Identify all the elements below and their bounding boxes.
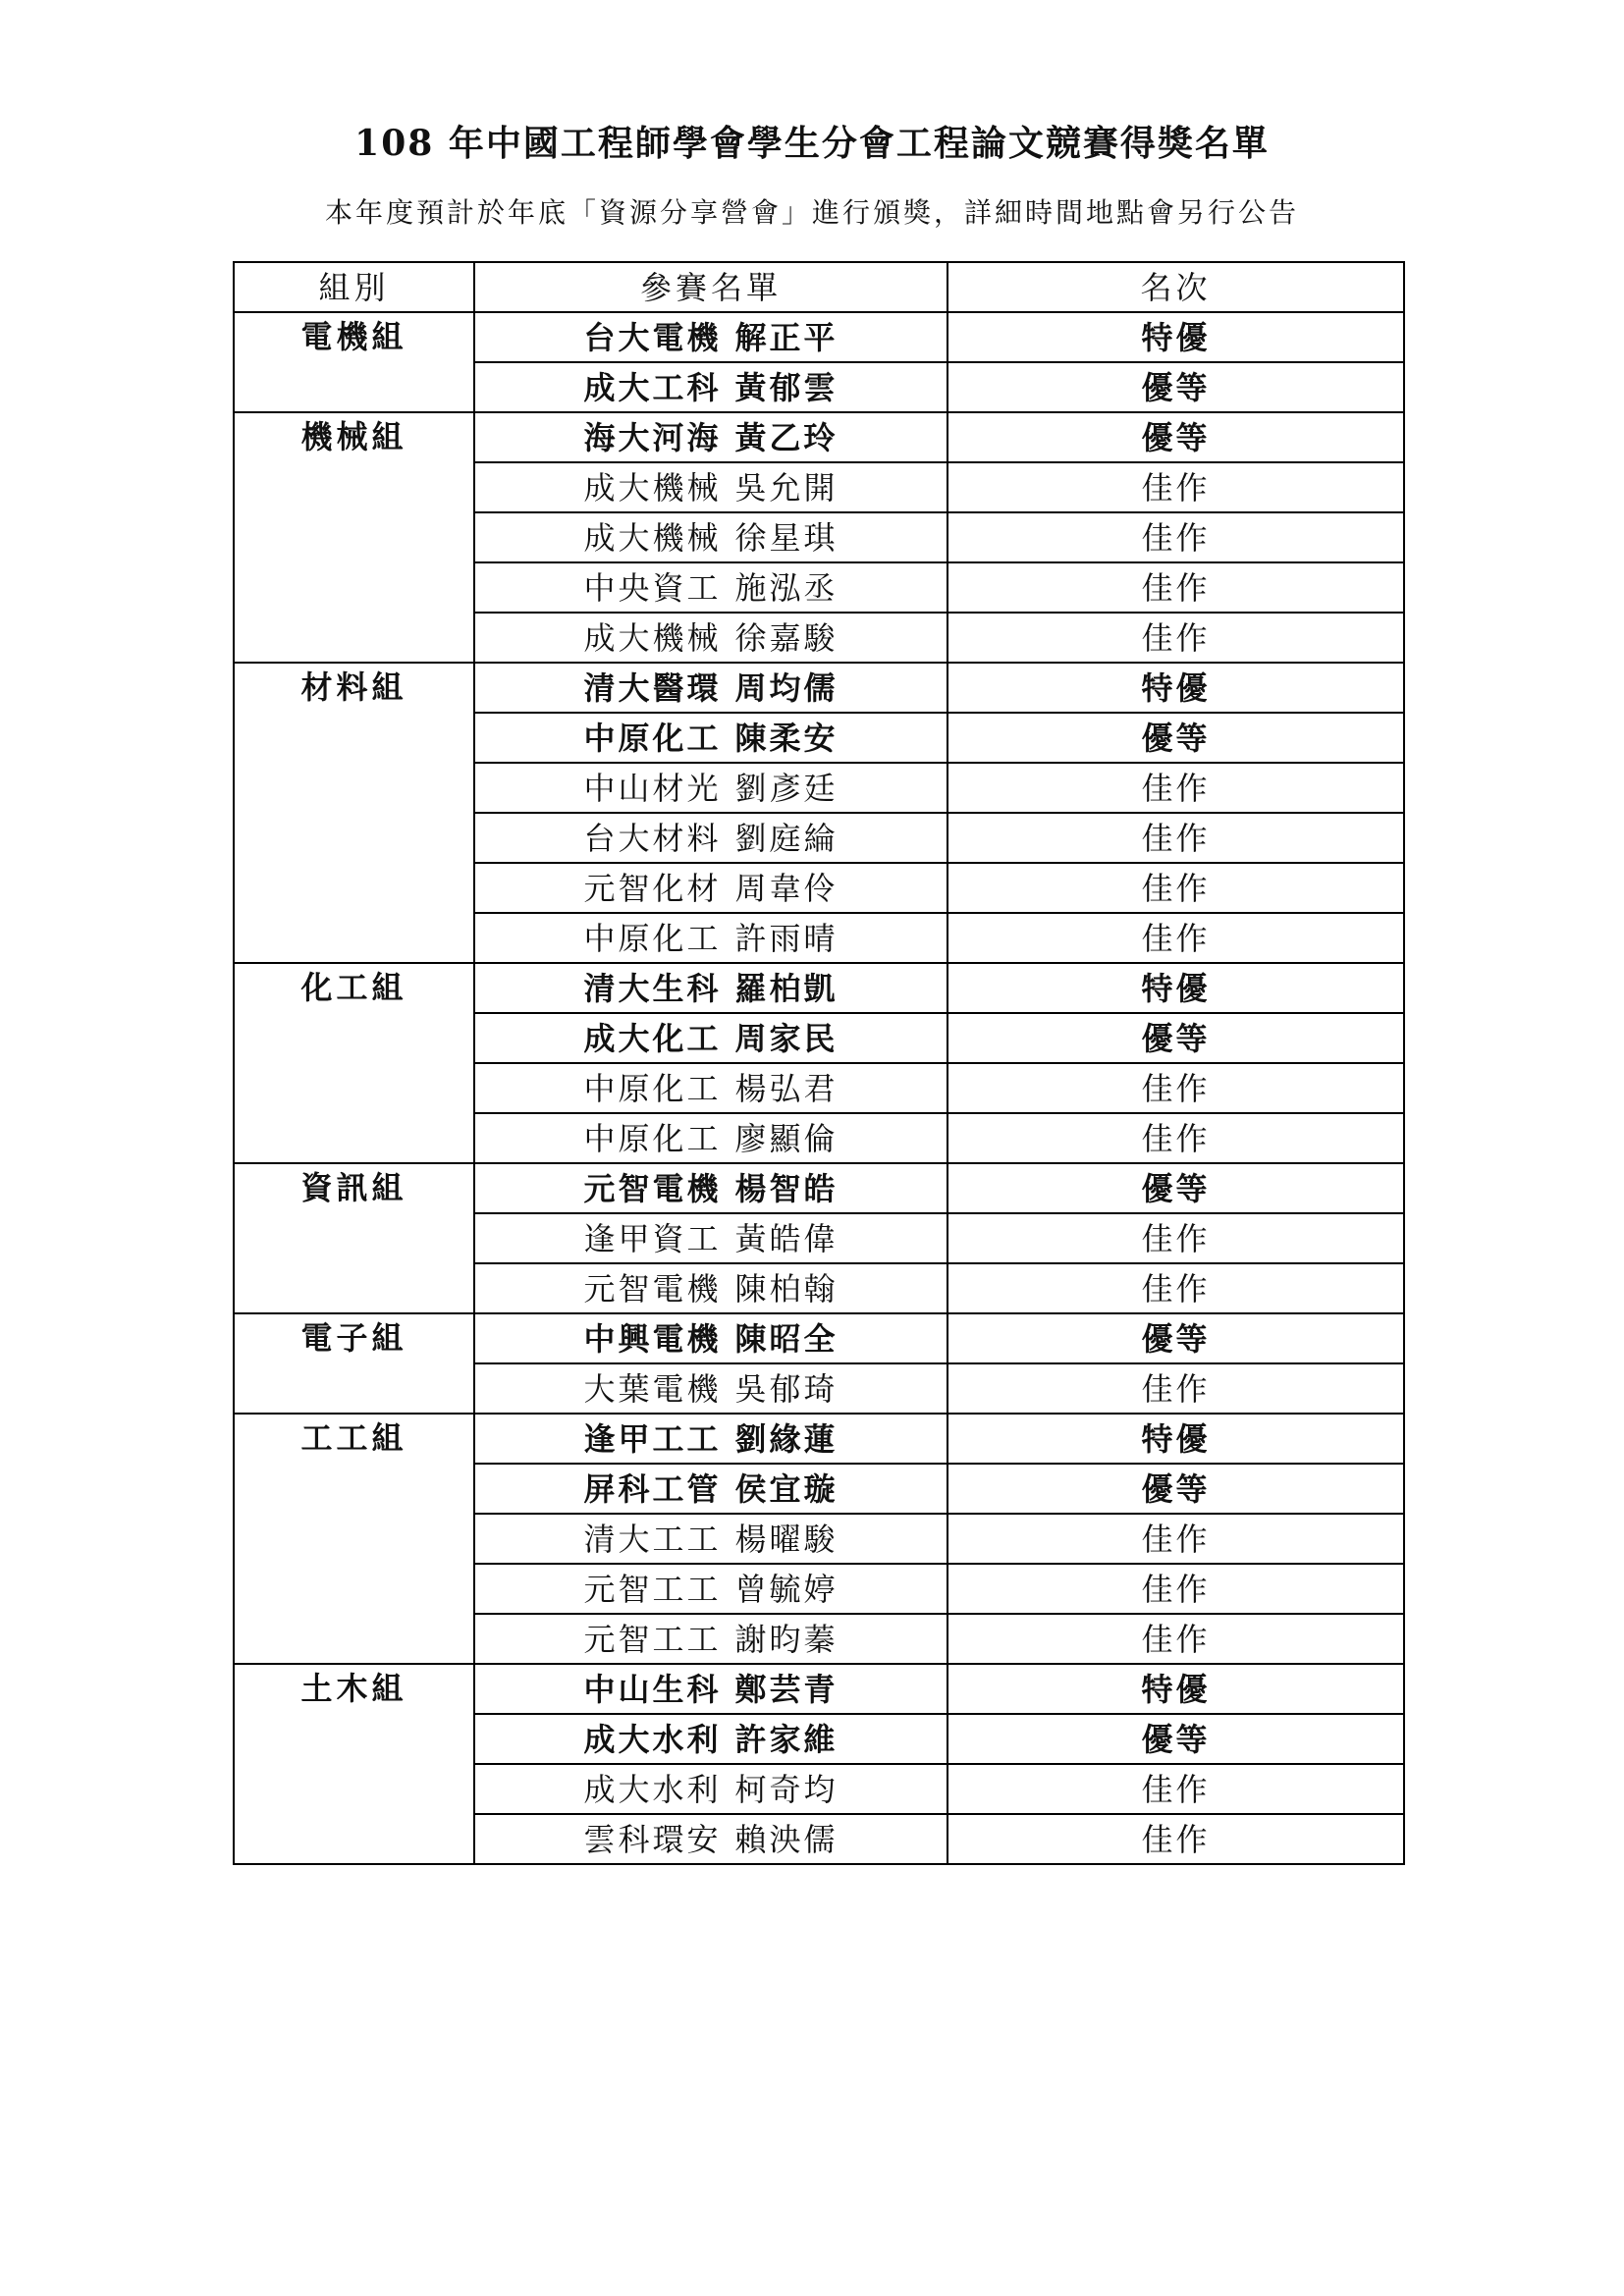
- participant-cell: [474, 863, 947, 913]
- rank-cell: 優等: [947, 1313, 1404, 1363]
- student-name: 廖顯倫: [734, 1119, 839, 1157]
- school-name: 海大河海: [583, 418, 722, 456]
- student-name: 許雨晴: [734, 919, 839, 957]
- awards-table-header: [234, 262, 1404, 312]
- rank-cell: 特優: [947, 963, 1404, 1013]
- participant-cell: [474, 1113, 947, 1163]
- group-cell: 資訊組: [234, 1163, 474, 1313]
- rank-cell: 佳作: [947, 1814, 1404, 1864]
- participant-cell: [474, 1764, 947, 1814]
- rank-cell: 優等: [947, 1714, 1404, 1764]
- school-name: 逢甲工工: [583, 1419, 722, 1458]
- student-name: 周韋伶: [734, 869, 839, 907]
- student-name: 陳昭全: [734, 1319, 839, 1358]
- participant-cell: [474, 1614, 947, 1664]
- school-name: 中央資工: [583, 568, 722, 607]
- header-participants: 參賽名單: [474, 262, 947, 312]
- rank-cell: 優等: [947, 713, 1404, 763]
- rank-cell: 優等: [947, 1464, 1404, 1514]
- school-name: 中興電機: [583, 1319, 722, 1358]
- school-name: 成大機械: [583, 618, 722, 657]
- school-name: 中原化工: [583, 919, 722, 957]
- student-name: 徐星琪: [734, 518, 839, 557]
- rank-cell: 特優: [947, 312, 1404, 362]
- participant-cell: [474, 663, 947, 713]
- rank-cell: 特優: [947, 1664, 1404, 1714]
- rank-cell: 佳作: [947, 1063, 1404, 1113]
- school-name: 成大水利: [583, 1770, 722, 1808]
- student-name: 劉庭綸: [734, 819, 839, 857]
- student-name: 許家維: [734, 1720, 839, 1758]
- student-name: 楊曜駿: [734, 1520, 839, 1558]
- rank-cell: 佳作: [947, 1113, 1404, 1163]
- school-name: 成大機械: [583, 468, 722, 507]
- student-name: 黃乙玲: [734, 418, 839, 456]
- student-name: 周均儒: [734, 668, 839, 707]
- table-row: [234, 1664, 1404, 1714]
- document-subtitle: 本年度預計於年底「資源分享營會」進行頒獎，詳細時間地點會另行公告: [324, 196, 1299, 229]
- student-name: 黃皓偉: [734, 1219, 839, 1257]
- rank-cell: 佳作: [947, 562, 1404, 613]
- student-name: 謝昀蓁: [734, 1620, 839, 1658]
- student-name: 徐嘉駿: [734, 618, 839, 657]
- school-name: 清大工工: [583, 1520, 722, 1558]
- group-cell: 材料組: [234, 663, 474, 963]
- school-name: 元智電機: [583, 1269, 722, 1308]
- rank-cell: 優等: [947, 1013, 1404, 1063]
- participant-cell: [474, 1163, 947, 1213]
- school-name: 清大生科: [583, 969, 722, 1007]
- group-cell: 電機組: [234, 312, 474, 412]
- school-name: 成大工科: [583, 368, 722, 406]
- awards-table: [233, 261, 1405, 1865]
- rank-cell: 佳作: [947, 863, 1404, 913]
- student-name: 楊弘君: [734, 1069, 839, 1107]
- participant-cell: [474, 1263, 947, 1313]
- rank-cell: 佳作: [947, 613, 1404, 663]
- participant-cell: [474, 412, 947, 462]
- table-row: [234, 663, 1404, 713]
- rank-cell: 優等: [947, 412, 1404, 462]
- school-name: 元智工工: [583, 1620, 722, 1658]
- school-name: 清大醫環: [583, 668, 722, 707]
- rank-cell: 佳作: [947, 1564, 1404, 1614]
- school-name: 成大水利: [583, 1720, 722, 1758]
- school-name: 中原化工: [583, 1119, 722, 1157]
- table-row: [234, 1313, 1404, 1363]
- student-name: 劉緣蓮: [734, 1419, 839, 1458]
- school-name: 大葉電機: [583, 1369, 722, 1408]
- student-name: 劉彥廷: [734, 769, 839, 807]
- rank-cell: 佳作: [947, 913, 1404, 963]
- rank-cell: 優等: [947, 1163, 1404, 1213]
- header-group: 組別: [234, 262, 474, 312]
- rank-cell: 佳作: [947, 1614, 1404, 1664]
- participant-cell: [474, 813, 947, 863]
- participant-cell: [474, 1464, 947, 1514]
- rank-cell: 特優: [947, 1414, 1404, 1464]
- school-name: 中山生科: [583, 1670, 722, 1708]
- school-name: 雲科環安: [583, 1820, 722, 1858]
- school-name: 台大電機: [583, 318, 722, 356]
- participant-cell: [474, 913, 947, 963]
- rank-cell: 佳作: [947, 1213, 1404, 1263]
- participant-cell: [474, 1313, 947, 1363]
- participant-cell: [474, 1063, 947, 1113]
- participant-cell: [474, 462, 947, 512]
- participant-cell: [474, 362, 947, 412]
- participant-cell: [474, 1814, 947, 1864]
- student-name: 賴泱儒: [734, 1820, 839, 1858]
- participant-cell: [474, 1414, 947, 1464]
- student-name: 鄭芸青: [734, 1670, 839, 1708]
- school-name: 台大材料: [583, 819, 722, 857]
- rank-cell: 佳作: [947, 763, 1404, 813]
- group-cell: 機械組: [234, 412, 474, 663]
- student-name: 羅柏凱: [734, 969, 839, 1007]
- school-name: 元智工工: [583, 1570, 722, 1608]
- student-name: 黃郁雲: [734, 368, 839, 406]
- school-name: 成大機械: [583, 518, 722, 557]
- participant-cell: [474, 1714, 947, 1764]
- student-name: 楊智皓: [734, 1169, 839, 1207]
- group-cell: 工工組: [234, 1414, 474, 1664]
- school-name: 逢甲資工: [583, 1219, 722, 1257]
- table-row: [234, 312, 1404, 362]
- group-cell: 化工組: [234, 963, 474, 1163]
- header-rank: 名次: [947, 262, 1404, 312]
- participant-cell: [474, 763, 947, 813]
- student-name: 陳柏翰: [734, 1269, 839, 1308]
- student-name: 解正平: [734, 318, 839, 356]
- rank-cell: 佳作: [947, 1263, 1404, 1313]
- rank-cell: 優等: [947, 362, 1404, 412]
- school-name: 元智電機: [583, 1169, 722, 1207]
- header-row: [234, 262, 1404, 312]
- student-name: 周家民: [734, 1019, 839, 1057]
- school-name: 元智化材: [583, 869, 722, 907]
- group-cell: 電子組: [234, 1313, 474, 1414]
- participant-cell: [474, 1013, 947, 1063]
- group-cell: 土木組: [234, 1664, 474, 1864]
- student-name: 施泓丞: [734, 568, 839, 607]
- participant-cell: [474, 1664, 947, 1714]
- participant-cell: [474, 512, 947, 562]
- participant-cell: [474, 1363, 947, 1414]
- school-name: 中原化工: [583, 719, 722, 757]
- school-name: 屏科工管: [583, 1469, 722, 1508]
- school-name: 中原化工: [583, 1069, 722, 1107]
- participant-cell: [474, 1514, 947, 1564]
- participant-cell: [474, 562, 947, 613]
- table-row: [234, 412, 1404, 462]
- rank-cell: 佳作: [947, 813, 1404, 863]
- rank-cell: 特優: [947, 663, 1404, 713]
- participant-cell: [474, 613, 947, 663]
- table-row: [234, 1414, 1404, 1464]
- participant-cell: [474, 963, 947, 1013]
- participant-cell: [474, 1564, 947, 1614]
- table-row: [234, 1163, 1404, 1213]
- school-name: 中山材光: [583, 769, 722, 807]
- student-name: 陳柔安: [734, 719, 839, 757]
- rank-cell: 佳作: [947, 1764, 1404, 1814]
- student-name: 曾毓婷: [734, 1570, 839, 1608]
- participant-cell: [474, 713, 947, 763]
- rank-cell: 佳作: [947, 462, 1404, 512]
- document-title: 108 年中國工程師學會學生分會工程論文競賽得獎名單: [354, 123, 1270, 164]
- table-row: [234, 963, 1404, 1013]
- student-name: 侯宜璇: [734, 1469, 839, 1508]
- participant-cell: [474, 1213, 947, 1263]
- rank-cell: 佳作: [947, 1363, 1404, 1414]
- student-name: 吳郁琦: [734, 1369, 839, 1408]
- rank-cell: 佳作: [947, 1514, 1404, 1564]
- rank-cell: 佳作: [947, 512, 1404, 562]
- student-name: 吳允開: [734, 468, 839, 507]
- school-name: 成大化工: [583, 1019, 722, 1057]
- participant-cell: [474, 312, 947, 362]
- student-name: 柯奇均: [734, 1770, 839, 1808]
- awards-table-body: [234, 312, 1404, 1864]
